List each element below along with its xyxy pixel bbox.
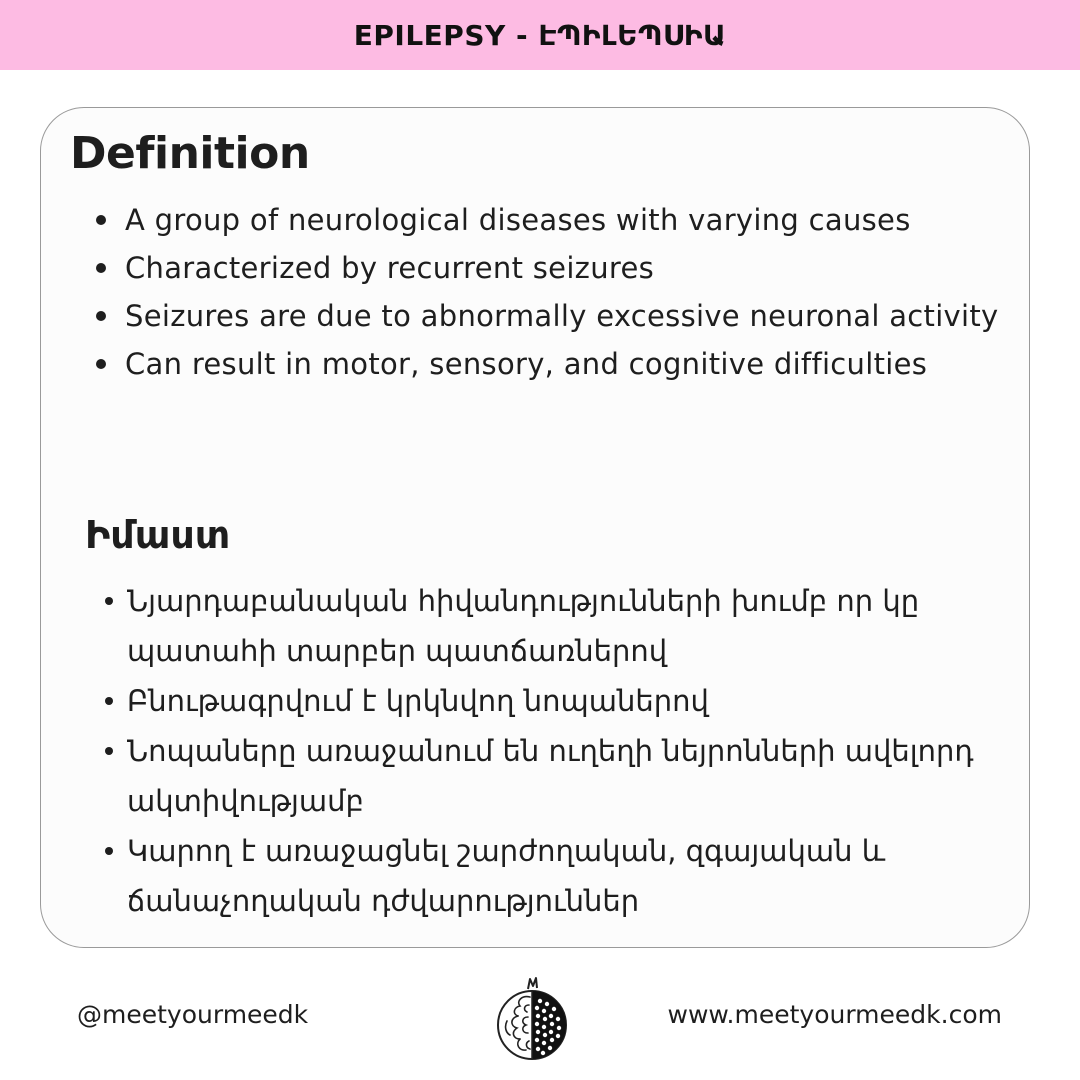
brain-pomegranate-logo-icon (492, 975, 572, 1067)
definition-card (40, 107, 1030, 948)
list-item (125, 340, 1025, 388)
bullet-icon (96, 359, 106, 369)
bullet-icon (96, 263, 106, 273)
english-bullet-list (125, 196, 1025, 388)
bullet-text: Նոպաները առաջանում են ուղեղի նեյրոնների ավելորդ ակտիվությամբ (127, 734, 974, 818)
bullet-icon (105, 597, 113, 605)
bullet-text: Նյարդաբանական հիվանդությունների խումբ որ կը պատահի տարբեր պատճառներով (127, 584, 920, 668)
bullet-text: Can result in motor, sensory, and cognitive difficulties (125, 347, 928, 381)
armenian-bullet-list (127, 576, 1007, 926)
bullet-text: A group of neurological diseases with varying causes (125, 203, 911, 237)
list-item (125, 292, 1025, 340)
bullet-icon (105, 697, 113, 705)
social-handle-link[interactable]: @meetyourmeedk (77, 1000, 309, 1029)
page-title: EPILEPSY - ԷՊԻԼԵՊՍԻԱ (353, 18, 727, 52)
bullet-text: Characterized by recurrent seizures (125, 251, 655, 285)
header-banner (0, 0, 1080, 70)
list-item (127, 826, 1007, 926)
list-item (127, 576, 1007, 676)
list-item (127, 726, 1007, 826)
website-link[interactable]: www.meetyourmeedk.com (667, 1000, 1002, 1029)
english-section-title: Definition (70, 128, 310, 179)
bullet-icon (96, 215, 106, 225)
bullet-text: Seizures are due to abnormally excessive neuronal activity (125, 299, 999, 333)
bullet-icon (105, 847, 113, 855)
armenian-section-title: Իմաստ (85, 513, 231, 557)
bullet-icon (105, 747, 113, 755)
bullet-text: Կարող է առաջացնել շարժողական, զգայական և ճանաչողական դժվարություններ (127, 834, 886, 918)
list-item (127, 676, 1007, 726)
list-item (125, 244, 1025, 292)
bullet-text: Բնութագրվում է կրկնվող նոպաներով (127, 684, 709, 718)
bullet-icon (96, 311, 106, 321)
list-item (125, 196, 1025, 244)
